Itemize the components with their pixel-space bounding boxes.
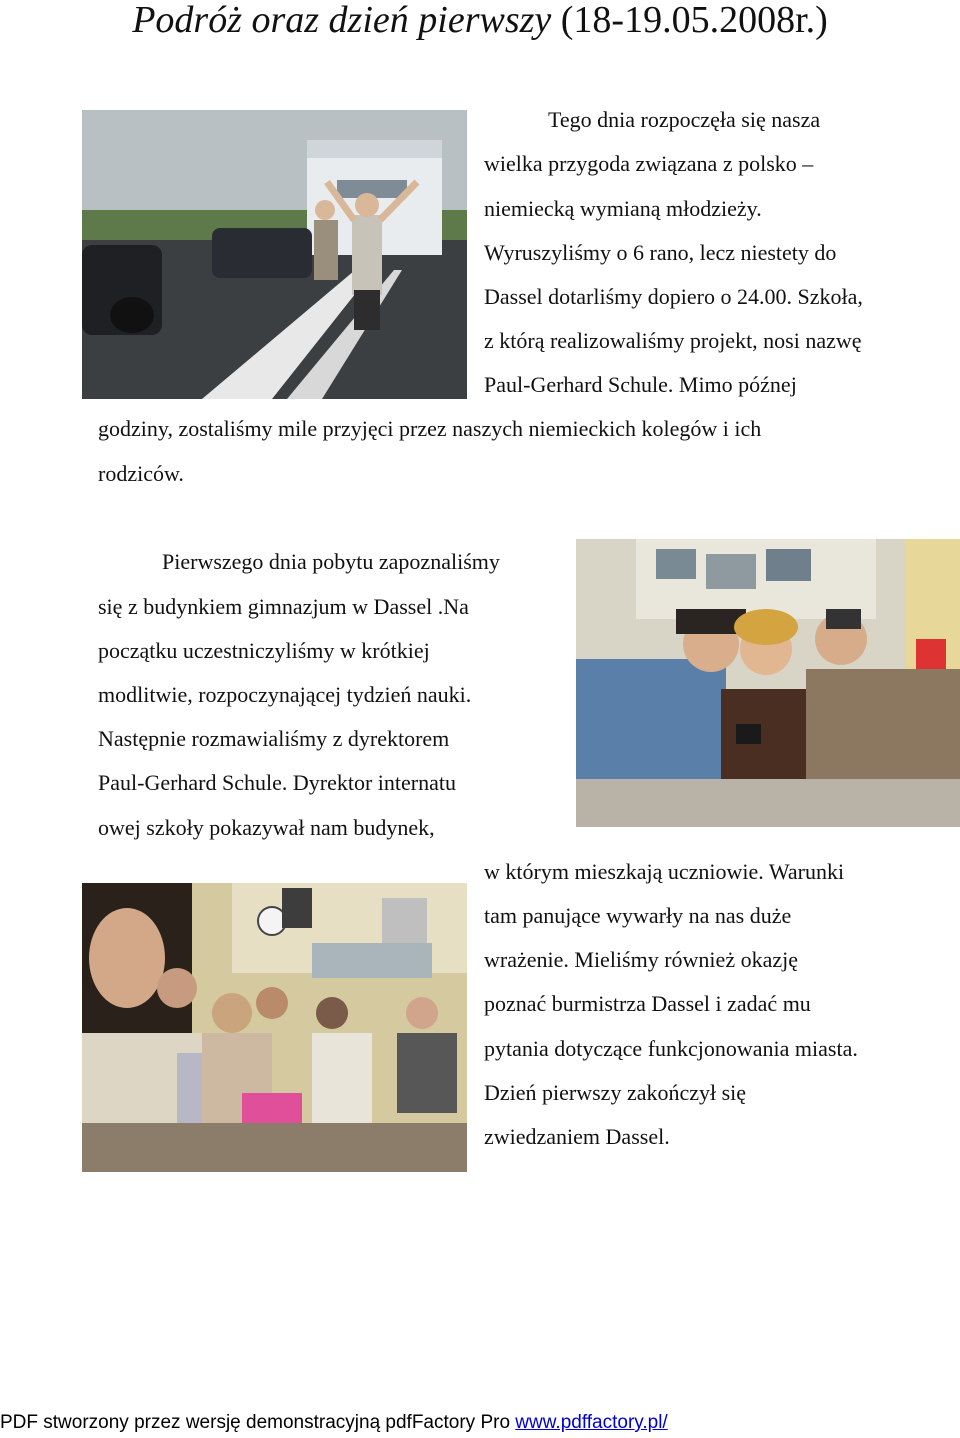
title-date: (18-19.05.2008r.) bbox=[551, 0, 828, 41]
text-line: pytania dotyczące funkcjonowania miasta. bbox=[484, 1036, 858, 1061]
text-line: rodziców. bbox=[98, 461, 184, 486]
text-line: się z budynkiem gimnazjum w Dassel .Na bbox=[98, 594, 469, 619]
text-line: Następnie rozmawialiśmy z dyrektorem bbox=[98, 726, 450, 751]
text-line: niemiecką wymianą młodzieży. bbox=[484, 196, 762, 221]
page-title bbox=[0, 0, 960, 44]
text-line: Dzień pierwszy zakończył się bbox=[484, 1080, 747, 1105]
pdf-footer bbox=[0, 1410, 960, 1438]
text-line: Pierwszego dnia pobytu zapoznaliśmy bbox=[162, 549, 500, 574]
text-line: owej szkoły pokazywał nam budynek, bbox=[98, 815, 435, 840]
text-line: Wyruszyliśmy o 6 rano, lecz niestety do bbox=[484, 240, 837, 265]
text-line: wrażenie. Mieliśmy również okazję bbox=[484, 947, 798, 972]
text-line: tam panujące wywarły na nas duże bbox=[484, 903, 792, 928]
text-line: zwiedzaniem Dassel. bbox=[484, 1124, 670, 1149]
students-photo bbox=[82, 883, 467, 1172]
text-line: wielka przygoda związana z polsko – bbox=[484, 151, 814, 176]
text-line: godziny, zostaliśmy mile przyjęci przez naszych niemieckich kolegów i ich bbox=[98, 416, 762, 441]
text-line: modlitwie, rozpoczynającej tydzień nauki. bbox=[98, 682, 472, 707]
text-line: poznać burmistrza Dassel i zadać mu bbox=[484, 991, 811, 1016]
text-line: początku uczestniczyliśmy w krótkiej bbox=[98, 638, 430, 663]
teachers-photo bbox=[576, 539, 960, 827]
footer-text: PDF stworzony przez wersję demonstracyjną pdfFactory Pro bbox=[0, 1412, 516, 1433]
text-line: Tego dnia rozpoczęła się nasza bbox=[548, 107, 821, 132]
text-line: Paul-Gerhard Schule. Mimo późnej bbox=[484, 372, 797, 397]
footer-link[interactable]: www.pdffactory.pl/ bbox=[515, 1412, 668, 1433]
text-line: z którą realizowaliśmy projekt, nosi nazwę bbox=[484, 328, 862, 353]
highway-photo bbox=[82, 110, 467, 399]
text-line: Paul-Gerhard Schule. Dyrektor internatu bbox=[98, 770, 456, 795]
text-line: w którym mieszkają uczniowie. Warunki bbox=[484, 859, 845, 884]
title-main: Podróż oraz dzień pierwszy bbox=[132, 0, 552, 41]
text-line: Dassel dotarliśmy dopiero o 24.00. Szkoła, bbox=[484, 284, 863, 309]
